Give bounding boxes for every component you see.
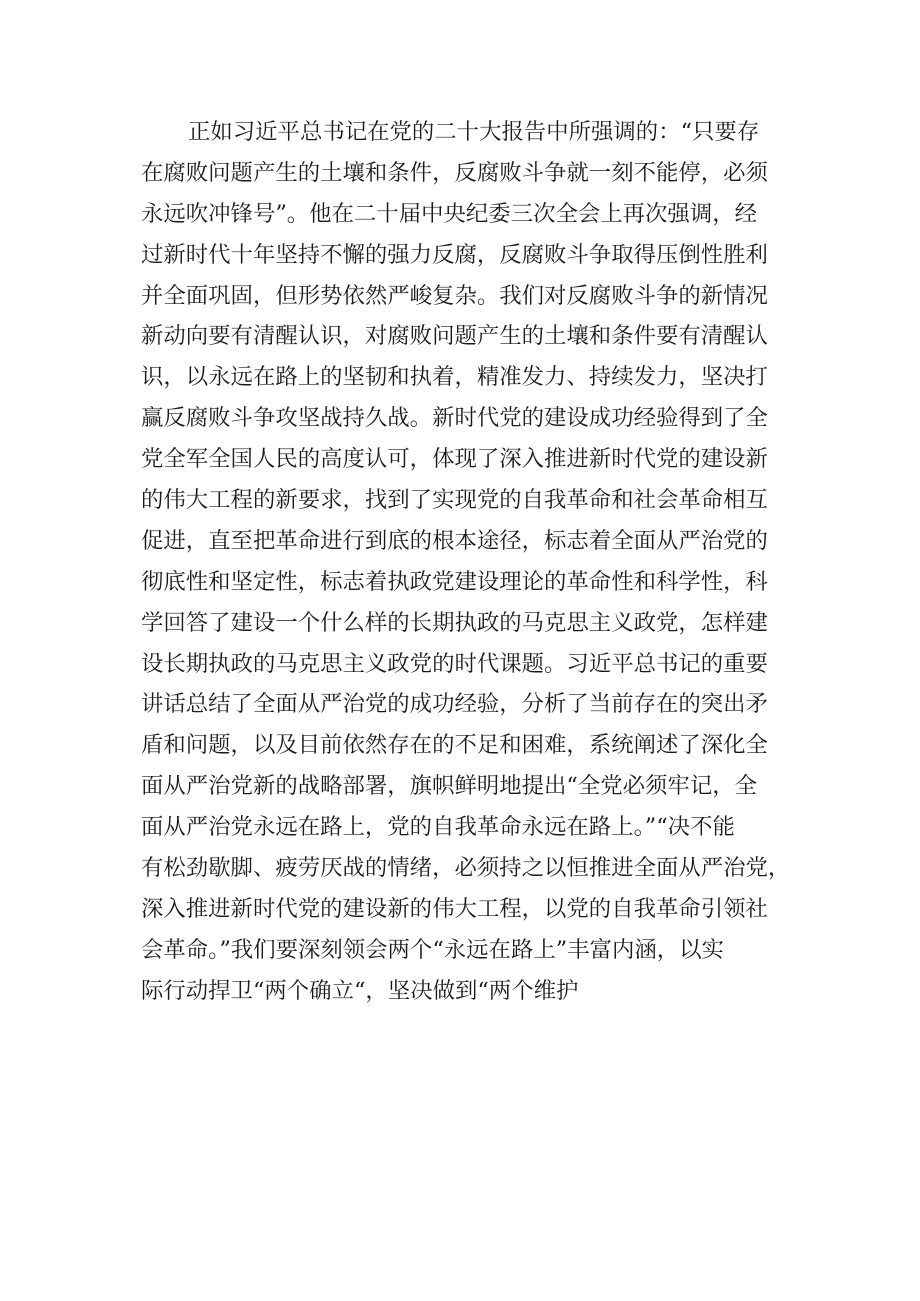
paragraph-line-1: 正如习近平总书记在党的二十大报告中所强调的：“只要存 xyxy=(188,119,760,145)
paragraph-line-14: 设长期执政的马克思主义政党的时代课题。习近平总书记的重要 xyxy=(141,650,768,677)
paragraph-line-7: 识，以永远在路上的坚韧和执着，精准发力、持续发力，坚决打 xyxy=(141,364,768,391)
paragraph-line-21: 会革命。”我们要深刻领会两个“永远在路上”丰富内涵，以实 xyxy=(141,936,724,963)
paragraph-line-9: 党全军全国人民的高度认可，体现了深入推进新时代党的建设新 xyxy=(141,446,768,473)
paragraph-line-17: 面从严治党新的战略部署，旗帜鲜明地提出“全党必须牢记，全 xyxy=(141,773,757,800)
paragraph-line-3: 永远吹冲锋号”。他在二十届中央纪委三次全会上再次强调，经 xyxy=(141,200,757,227)
paragraph-line-22: 际行动捍卫“两个确立“，坚决做到“两个维护 xyxy=(141,977,579,1004)
paragraph-line-8: 赢反腐败斗争攻坚战持久战。新时代党的建设成功经验得到了全 xyxy=(141,405,768,432)
paragraph-line-2: 在腐败问题产生的土壤和条件，反腐败斗争就一刻不能停，必须 xyxy=(141,159,768,186)
paragraph-line-13: 学回答了建设一个什么样的长期执政的马克思主义政党，怎样建 xyxy=(141,609,768,636)
paragraph-line-6: 新动向要有清醒认识，对腐败问题产生的土壤和条件要有清醒认 xyxy=(141,323,768,350)
paragraph-line-15: 讲话总结了全面从严治党的成功经验，分析了当前存在的突出矛 xyxy=(141,691,768,718)
body-paragraph xyxy=(141,112,791,1012)
paragraph-line-5: 并全面巩固，但形势依然严峻复杂。我们对反腐败斗争的新情况 xyxy=(141,282,768,309)
paragraph-line-12: 彻底性和坚定性，标志着执政党建设理论的革命性和科学性，科 xyxy=(141,568,768,595)
paragraph-line-10: 的伟大工程的新要求，找到了实现党的自我革命和社会革命相互 xyxy=(141,487,768,514)
paragraph-line-11: 促进，直至把革命进行到底的根本途径，标志着全面从严治党的 xyxy=(141,527,768,554)
paragraph-line-16: 盾和问题，以及目前依然存在的不足和困难，系统阐述了深化全 xyxy=(141,732,768,759)
paragraph-line-20: 深入推进新时代党的建设新的伟大工程，以党的自我革命引领社 xyxy=(141,895,768,922)
paragraph-line-18: 面从严治党永远在路上，党的自我革命永远在路上。”“决不能 xyxy=(141,814,735,841)
paragraph-line-19: 有松劲歇脚、疲劳厌战的情绪，必须持之以恒推进全面从严治党， xyxy=(141,855,791,882)
paragraph-line-4: 过新时代十年坚持不懈的强力反腐，反腐败斗争取得压倒性胜利 xyxy=(141,241,768,268)
